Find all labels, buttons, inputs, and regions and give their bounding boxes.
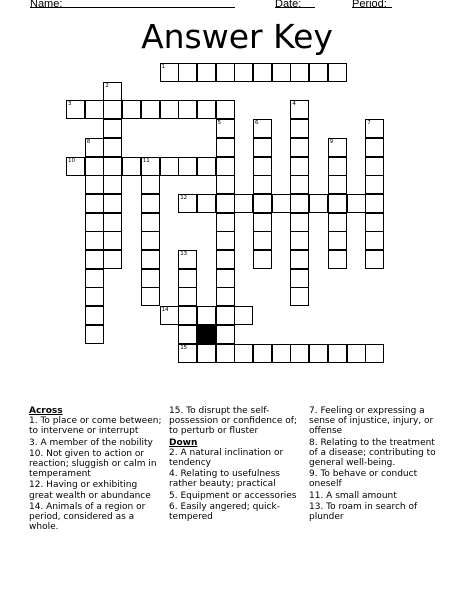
grid-cell[interactable] [103, 138, 122, 157]
clues-column-2 [169, 406, 305, 523]
clue-number: 13 [180, 251, 188, 257]
clue-down-9: 9. To behave or conduct oneself [309, 469, 418, 490]
grid-cell[interactable] [216, 269, 235, 288]
grid-cell[interactable] [216, 213, 235, 232]
clue-down-4: 4. Relating to usefulness rather beauty; practical [169, 469, 280, 490]
grid-cell[interactable] [365, 138, 384, 157]
grid-cell[interactable] [141, 250, 160, 269]
grid-cell[interactable] [328, 63, 347, 82]
grid-cell[interactable] [141, 231, 160, 250]
grid-cell[interactable] [253, 157, 272, 176]
grid-cell[interactable] [122, 100, 141, 119]
grid-cell[interactable] [234, 194, 253, 213]
grid-cell[interactable] [272, 344, 291, 363]
grid-cell[interactable] [197, 194, 216, 213]
name-label: Name: [30, 0, 63, 10]
grid-cell[interactable] [272, 194, 291, 213]
grid-cell[interactable] [85, 138, 104, 157]
grid-cell[interactable] [103, 175, 122, 194]
grid-cell[interactable] [178, 100, 197, 119]
grid-cell[interactable] [365, 344, 384, 363]
clue-down-8: 8. Relating to the treatment of a disease; contributing to general well-being. [309, 437, 436, 469]
grid-cell[interactable] [103, 250, 122, 269]
clue-number: 3 [68, 101, 72, 108]
grid-cell[interactable] [328, 231, 347, 250]
clues-column-1 [29, 406, 163, 533]
grid-cell[interactable] [103, 157, 122, 176]
grid-cell[interactable] [216, 194, 235, 213]
grid-cell[interactable] [290, 175, 309, 194]
grid-cell[interactable] [328, 213, 347, 232]
period-label: Period: [352, 0, 387, 10]
grid-cell[interactable] [253, 213, 272, 232]
grid-cell[interactable] [253, 250, 272, 269]
grid-cell[interactable] [347, 344, 366, 363]
grid-cell[interactable] [290, 287, 309, 306]
grid-cell[interactable] [197, 63, 216, 82]
grid-cell[interactable] [197, 306, 216, 325]
grid-cell[interactable] [141, 157, 160, 176]
clue-across-3: 3. A member of the nobility [29, 437, 153, 448]
grid-cell[interactable] [216, 119, 235, 138]
clue-number: 15 [180, 344, 188, 351]
clue-down-7: 7. Feeling or expressing a sense of injustice, injury, or offense [309, 406, 434, 437]
grid-cell[interactable] [290, 100, 309, 119]
grid-cell[interactable] [197, 344, 216, 363]
grid-cell[interactable] [160, 306, 179, 325]
grid-cell[interactable] [141, 269, 160, 288]
clue-down-6: 6. Easily angered; quick-tempered [169, 501, 280, 523]
grid-cell[interactable] [85, 157, 104, 176]
grid-cell[interactable] [103, 231, 122, 250]
grid-cell[interactable] [290, 250, 309, 269]
grid-cell[interactable] [272, 63, 291, 82]
grid-cell[interactable] [290, 231, 309, 250]
grid-cell[interactable] [234, 306, 253, 325]
grid-cell[interactable] [178, 269, 197, 288]
grid-cell[interactable] [309, 63, 328, 82]
clue-number: 4 [292, 101, 296, 108]
grid-cell[interactable] [290, 119, 309, 138]
grid-cell[interactable] [178, 325, 197, 344]
black-square [197, 325, 216, 344]
grid-cell[interactable] [85, 325, 104, 344]
clue-number: 2 [105, 82, 109, 89]
grid-cell[interactable] [253, 138, 272, 157]
grid-cell[interactable] [85, 231, 104, 250]
clue-number: 5 [217, 120, 222, 127]
grid-cell[interactable] [141, 287, 160, 306]
grid-cell[interactable] [216, 175, 235, 194]
grid-cell[interactable] [290, 344, 309, 363]
clue-number: 11 [142, 157, 150, 164]
grid-cell[interactable] [141, 175, 160, 194]
grid-cell[interactable] [216, 100, 235, 119]
clue-number: 12 [180, 194, 188, 201]
grid-cell[interactable] [290, 138, 309, 157]
grid-cell[interactable] [328, 250, 347, 269]
grid-cell[interactable] [234, 344, 253, 363]
grid-cell[interactable] [216, 325, 235, 344]
grid-cell[interactable] [141, 194, 160, 213]
grid-cell[interactable] [253, 63, 272, 82]
clue-number: 8 [86, 138, 91, 145]
grid-cell[interactable] [253, 194, 272, 213]
grid-cell[interactable] [328, 175, 347, 194]
grid-cell[interactable] [85, 194, 104, 213]
grid-cell[interactable] [122, 157, 141, 176]
grid-cell[interactable] [365, 250, 384, 269]
clue-number: 7 [367, 120, 371, 127]
clue-number: 10 [68, 157, 75, 164]
clue-down-2: 2. A natural inclination or tendency [169, 447, 284, 469]
grid-cell[interactable] [197, 100, 216, 119]
grid-cell[interactable] [103, 119, 122, 138]
grid-cell[interactable] [85, 100, 104, 119]
grid-cell[interactable] [253, 175, 272, 194]
grid-cell[interactable] [178, 157, 197, 176]
grid-cell[interactable] [365, 194, 384, 213]
grid-cell[interactable] [141, 100, 160, 119]
grid-cell[interactable] [365, 157, 384, 176]
grid-cell[interactable] [328, 157, 347, 176]
grid-cell[interactable] [365, 213, 384, 232]
grid-cell[interactable] [178, 194, 197, 213]
grid-cell[interactable] [178, 250, 197, 269]
grid-cell[interactable] [103, 100, 122, 119]
grid-cell[interactable] [290, 269, 309, 288]
clue-down-13: 13. To roam in search of plunder [309, 501, 418, 523]
grid-cell[interactable] [216, 138, 235, 157]
grid-cell[interactable] [216, 344, 235, 363]
clue-down-5: 5. Equipment or accessories [169, 490, 297, 501]
grid-cell[interactable] [85, 175, 104, 194]
grid-cell[interactable] [365, 119, 384, 138]
grid-cell[interactable] [253, 344, 272, 363]
grid-cell[interactable] [216, 306, 235, 325]
grid-cell[interactable] [85, 213, 104, 232]
grid-cell[interactable] [328, 344, 347, 363]
grid-cell[interactable] [328, 194, 347, 213]
grid-cell[interactable] [160, 100, 179, 119]
grid-cell[interactable] [66, 100, 85, 119]
clue-number: 1 [161, 64, 165, 70]
grid-cell[interactable] [216, 231, 235, 250]
grid-cell[interactable] [216, 287, 235, 306]
clue-down-11: 11. A small amount [309, 490, 397, 501]
grid-cell[interactable] [309, 194, 328, 213]
grid-cell[interactable] [234, 63, 253, 82]
grid-cell[interactable] [178, 344, 197, 363]
clue-number: 6 [255, 120, 259, 127]
grid-cell[interactable] [160, 63, 179, 82]
grid-cell[interactable] [290, 194, 309, 213]
grid-cell[interactable] [216, 250, 235, 269]
grid-cell[interactable] [103, 194, 122, 213]
grid-cell[interactable] [66, 157, 85, 176]
clue-across-14: 14. Animals of a region or period, considered as a whole. [29, 501, 146, 533]
grid-cell[interactable] [85, 306, 104, 325]
grid-cell[interactable] [178, 306, 197, 325]
grid-cell[interactable] [290, 157, 309, 176]
page-title: Answer Key [141, 17, 333, 56]
grid-cell[interactable] [178, 63, 197, 82]
grid-cell[interactable] [85, 250, 104, 269]
clue-across-12: 12. Having or exhibiting great wealth or abundance [29, 480, 151, 501]
grid-cell[interactable] [85, 269, 104, 288]
grid-cell[interactable] [253, 119, 272, 138]
grid-cell[interactable] [85, 287, 104, 306]
clue-across-15: 15. To disrupt the self-possession or confidence of; to perturb or fluster [169, 406, 297, 437]
grid-cell[interactable] [365, 175, 384, 194]
date-label: Date: [275, 0, 302, 10]
grid-cell[interactable] [103, 213, 122, 232]
clue-across-10: 10. Not given to action or reaction; sluggish or calm in temperament [29, 448, 157, 480]
clue-number: 14 [161, 307, 169, 314]
grid-cell[interactable] [309, 344, 328, 363]
grid-cell[interactable] [141, 213, 160, 232]
grid-cell[interactable] [365, 231, 384, 250]
grid-cell[interactable] [103, 82, 122, 101]
grid-cell[interactable] [160, 157, 179, 176]
grid-cell[interactable] [253, 231, 272, 250]
clue-number: 9 [329, 138, 334, 145]
grid-cell[interactable] [216, 63, 235, 82]
clues-column-3 [309, 406, 444, 523]
grid-cell[interactable] [290, 213, 309, 232]
grid-cell[interactable] [328, 138, 347, 157]
down-heading: Down [169, 437, 198, 448]
across-heading: Across [29, 406, 63, 416]
clue-across-1: 1. To place or come between; to intervene or interrupt [29, 416, 162, 437]
grid-cell[interactable] [290, 63, 309, 82]
grid-cell[interactable] [197, 157, 216, 176]
grid-cell[interactable] [216, 157, 235, 176]
grid-cell[interactable] [347, 194, 366, 213]
grid-cell[interactable] [178, 287, 197, 306]
